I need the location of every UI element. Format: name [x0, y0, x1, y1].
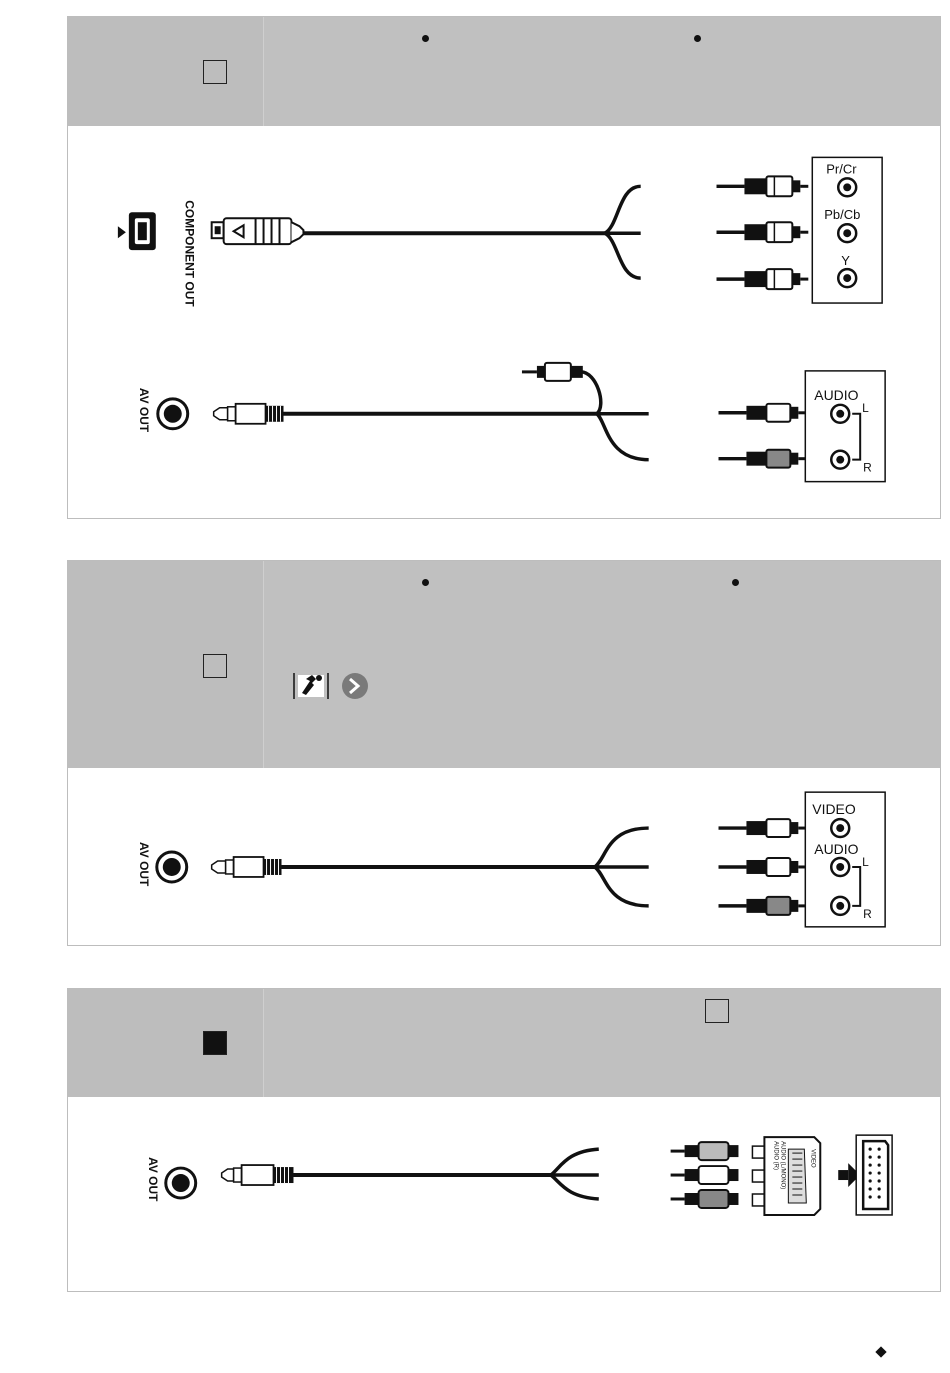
- rca-plug-icon: [717, 176, 809, 196]
- pr-cr-label: Pr/Cr: [826, 161, 857, 177]
- video-label: VIDEO: [812, 801, 856, 818]
- cable-branch: [551, 1175, 599, 1199]
- mini-plug-icon: [222, 1165, 294, 1185]
- av-out-label: AV OUT: [145, 1157, 160, 1202]
- scart-socket-icon: [856, 1135, 892, 1215]
- settings-reference-icons: [292, 669, 372, 701]
- component-out-label: COMPONENT OUT: [182, 200, 197, 307]
- composite-cable-diagram: [68, 768, 940, 945]
- left-channel-label: L: [862, 854, 869, 869]
- av-out-label: AV OUT: [136, 387, 151, 433]
- component-plug-icon: [212, 218, 304, 244]
- scart-audio-r-label: AUDIO (R): [772, 1141, 779, 1170]
- cable-branch: [605, 233, 641, 278]
- av-out-jack-icon: [157, 852, 187, 882]
- rca-plug-icon: [671, 1166, 739, 1184]
- section-composite-connection: [67, 560, 941, 946]
- rca-plug-icon: [719, 897, 809, 915]
- av-out-label: AV OUT: [136, 842, 151, 887]
- cable-branch: [597, 414, 649, 460]
- header-left-panel: [68, 17, 264, 126]
- section-header: [68, 989, 940, 1097]
- cable-branch: [551, 1149, 599, 1175]
- pb-cb-label: Pb/Cb: [824, 207, 861, 223]
- right-channel-label: R: [863, 460, 872, 475]
- section-scart-connection: [67, 988, 941, 1292]
- cable-branch: [595, 867, 649, 906]
- bullet-dot: [422, 35, 429, 42]
- scart-video-label: VIDEO: [809, 1149, 816, 1168]
- cable-branch: [581, 372, 601, 414]
- scart-adapter-icon: [752, 1137, 820, 1215]
- header-left-panel: [68, 989, 264, 1097]
- rca-plug-icon: [671, 1142, 739, 1160]
- settings-icon: [294, 673, 328, 699]
- rca-plug-icon: [719, 404, 809, 422]
- section-header: [68, 561, 940, 768]
- checkbox-filled: [203, 1031, 227, 1055]
- mini-plug-icon: [212, 857, 282, 877]
- right-channel-label: R: [863, 906, 872, 921]
- checkbox-empty: [203, 654, 227, 678]
- scart-cable-diagram: [68, 1097, 940, 1291]
- audio-label: AUDIO: [814, 841, 859, 858]
- rca-plug-icon: [719, 858, 809, 876]
- left-channel-label: L: [862, 400, 869, 415]
- arrow-right-icon: [342, 673, 368, 699]
- av-out-jack-icon: [166, 1168, 196, 1198]
- section-header: [68, 17, 940, 126]
- page-marker-diamond: [875, 1346, 886, 1357]
- rca-plug-icon: [717, 269, 809, 289]
- checkbox-empty: [203, 60, 227, 84]
- component-cable-diagram: [68, 126, 940, 518]
- bullet-dot: [732, 579, 739, 586]
- rca-plug-icon: [719, 450, 809, 468]
- bullet-dot: [694, 35, 701, 42]
- rca-plug-icon: [717, 222, 809, 242]
- component-out-jack-icon: [118, 212, 156, 250]
- cable-branch: [595, 828, 649, 867]
- audio-label: AUDIO: [814, 386, 859, 403]
- bullet-dot: [422, 579, 429, 586]
- scart-audio-l-label: AUDIO (L/MONO): [779, 1141, 786, 1190]
- rca-plug-icon: [671, 1190, 739, 1208]
- cable-branch: [605, 186, 641, 233]
- av-out-jack-icon: [158, 399, 188, 429]
- rca-plug-icon: [522, 363, 583, 381]
- rca-plug-icon: [719, 819, 809, 837]
- checkbox-empty: [705, 999, 729, 1023]
- mini-plug-icon: [214, 404, 284, 424]
- y-label: Y: [841, 253, 850, 269]
- header-left-panel: [68, 561, 264, 768]
- section-component-connection: [67, 16, 941, 519]
